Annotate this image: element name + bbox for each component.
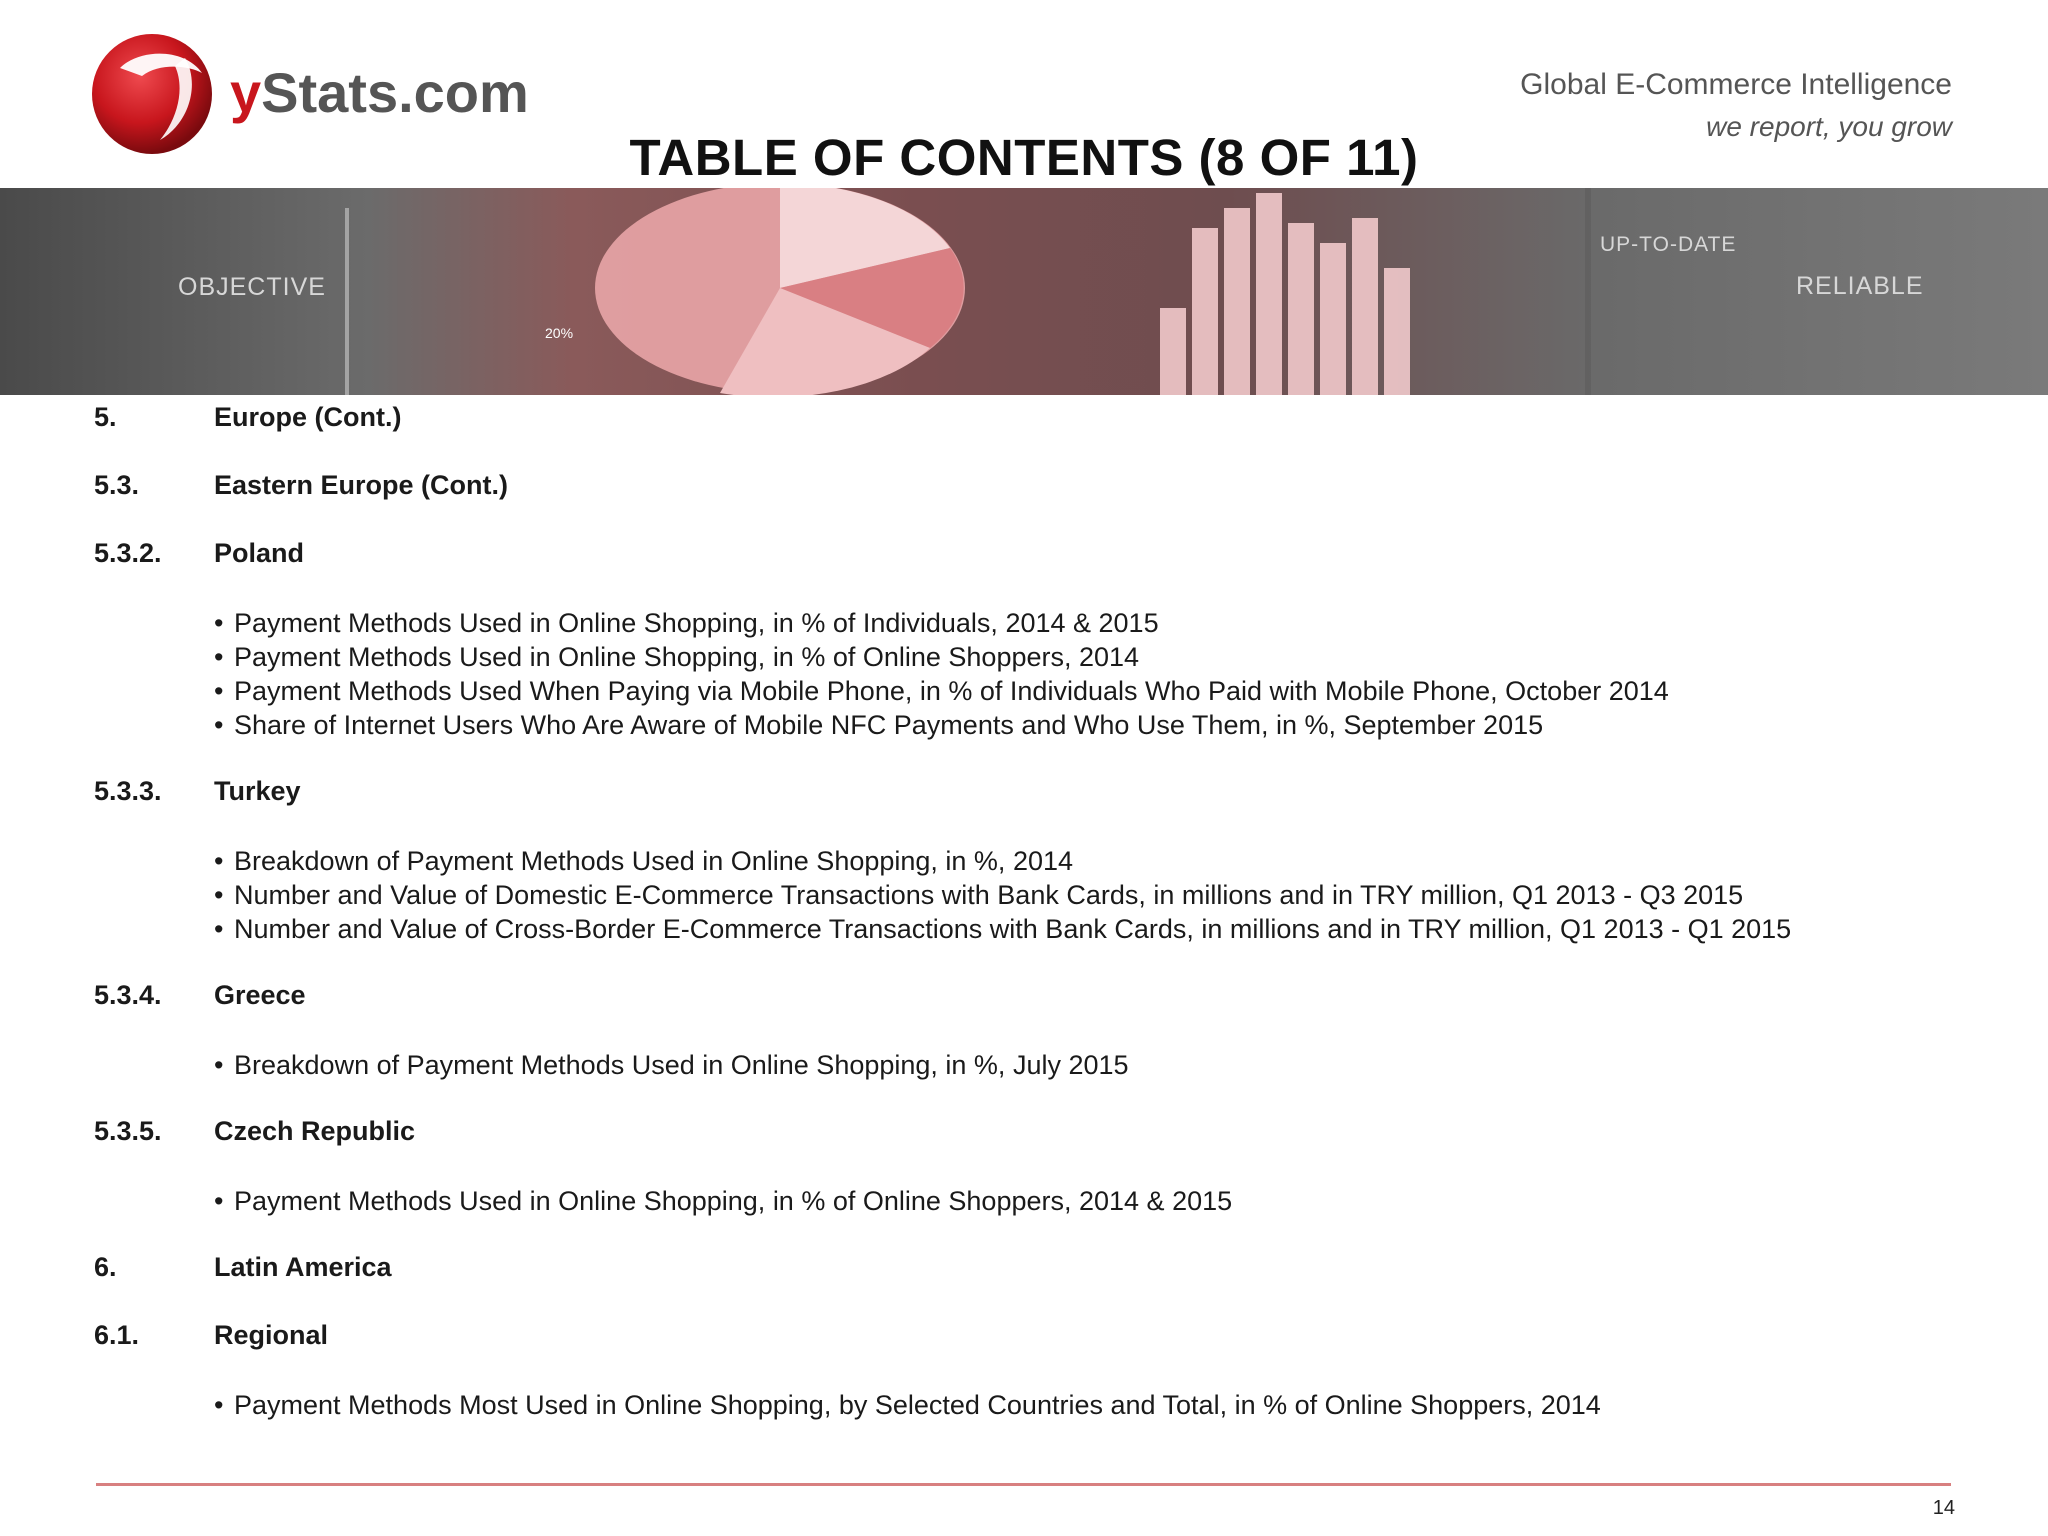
section-number: 5.3.5. [94, 1116, 162, 1146]
toc-section [94, 776, 1954, 810]
page-number: 14 [1932, 1497, 1955, 1519]
bullet-icon: • [214, 1186, 224, 1216]
list-item [214, 1048, 1954, 1082]
list-item [214, 1388, 1954, 1422]
list-item-text: Payment Methods Used in Online Shopping, in % of Online Shoppers, 2014 & 2015 [234, 1186, 1233, 1216]
toc-section [94, 470, 1954, 504]
bullet-list [94, 1184, 1954, 1218]
list-item [214, 844, 1954, 878]
section-number: 6.1. [94, 1320, 140, 1350]
section-number: 5.3.2. [94, 538, 162, 568]
header-banner [0, 188, 2048, 395]
bullet-list [94, 1048, 1954, 1082]
toc-section [94, 980, 1954, 1014]
banner-label-reliable: RELIABLE [1796, 272, 1924, 300]
toc-list [94, 402, 1954, 1456]
toc-section [94, 1252, 1954, 1286]
section-number: 5.3. [94, 470, 140, 500]
tagline-sub: we report, you grow [1706, 111, 1952, 142]
list-item-text: Share of Internet Users Who Are Aware of Mobile NFC Payments and Who Use Them, in %, September 2015 [234, 710, 1544, 740]
bullet-icon: • [214, 1050, 224, 1080]
section-title: Europe (Cont.) [214, 402, 402, 432]
section-number: 5. [94, 402, 117, 432]
list-item [214, 708, 1954, 742]
bullet-icon: • [214, 676, 224, 706]
bullet-icon: • [214, 846, 224, 876]
logo-wordmark: yStats.com [230, 61, 529, 124]
banner-pie-icon [595, 188, 965, 395]
list-item-text: Payment Methods Used When Paying via Mobile Phone, in % of Individuals Who Paid with Mobile Phone, October 2014 [234, 676, 1669, 706]
list-item [214, 640, 1954, 674]
bullet-icon: • [214, 880, 224, 910]
section-title: Czech Republic [214, 1116, 416, 1146]
section-title: Poland [214, 538, 305, 568]
banner-label-objective: OBJECTIVE [178, 273, 326, 301]
bullet-icon: • [214, 608, 224, 638]
banner-bars-icon [1160, 193, 1410, 395]
section-number: 5.3.4. [94, 980, 162, 1010]
toc-section [94, 1320, 1954, 1354]
list-item-text: Payment Methods Used in Online Shopping, in % of Individuals, 2014 & 2015 [234, 608, 1159, 638]
list-item-text: Breakdown of Payment Methods Used in Online Shopping, in %, July 2015 [234, 1050, 1129, 1080]
list-item-text: Breakdown of Payment Methods Used in Online Shopping, in %, 2014 [234, 846, 1074, 876]
bullet-list [94, 1388, 1954, 1422]
list-item [214, 674, 1954, 708]
list-item-text: Payment Methods Used in Online Shopping, in % of Online Shoppers, 2014 [234, 642, 1140, 672]
bullet-icon: • [214, 710, 224, 740]
list-item [214, 878, 1954, 912]
toc-section [94, 538, 1954, 572]
page-title-wrap [0, 128, 2048, 187]
banner-label-up-to-date: UP-TO-DATE [1600, 233, 1737, 256]
list-item [214, 1184, 1954, 1218]
section-title: Eastern Europe (Cont.) [214, 470, 509, 500]
tagline-main: Global E-Commerce Intelligence [1520, 68, 1952, 101]
page-title: TABLE OF CONTENTS (8 OF 11) [629, 129, 1419, 186]
bullet-list [94, 606, 1954, 742]
toc-section [94, 402, 1954, 436]
section-title: Latin America [214, 1252, 392, 1282]
list-item [214, 606, 1954, 640]
section-title: Greece [214, 980, 306, 1010]
banner-chart-text: 20% [545, 325, 574, 341]
section-number: 6. [94, 1252, 117, 1282]
list-item-text: Number and Value of Domestic E-Commerce Transactions with Bank Cards, in millions and in TRY million, Q1 2013 - Q3 2015 [234, 880, 1744, 910]
section-number: 5.3.3. [94, 776, 162, 806]
toc-section [94, 1116, 1954, 1150]
section-title: Regional [214, 1320, 329, 1350]
list-item-text: Number and Value of Cross-Border E-Commerce Transactions with Bank Cards, in millions and in TRY million, Q1 2013 - Q1 2015 [234, 914, 1792, 944]
list-item-text: Payment Methods Most Used in Online Shopping, by Selected Countries and Total, in % of Online Shoppers, 2014 [234, 1390, 1601, 1420]
bullet-icon: • [214, 642, 224, 672]
section-title: Turkey [214, 776, 301, 806]
bullet-icon: • [214, 1390, 224, 1420]
bullet-icon: • [214, 914, 224, 944]
list-item [214, 912, 1954, 946]
footer-divider [96, 1483, 1951, 1486]
bullet-list [94, 844, 1954, 946]
